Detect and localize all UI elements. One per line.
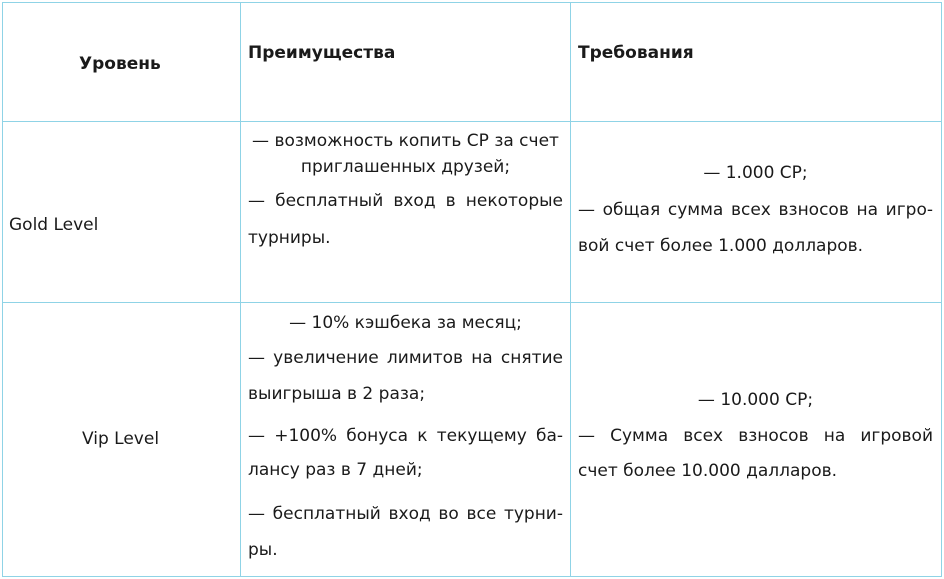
- benefit-line: турниры.: [248, 228, 331, 248]
- requirement-line: вой счет более 1.000 долларов.: [578, 236, 864, 256]
- row-vip-level: Vip Level: [82, 429, 160, 449]
- requirement-line: — Сумма всех взносов на игровой: [578, 426, 933, 446]
- benefit-line: ры.: [248, 540, 278, 560]
- border-left: [2, 2, 3, 577]
- requirement-line: — общая сумма всех взносов на игро-: [578, 200, 933, 220]
- benefit-line: приглашенных друзей;: [300, 157, 511, 177]
- border-col-1: [240, 2, 241, 577]
- benefit-line: — возможность копить CP за счет: [252, 131, 559, 151]
- benefit-line: — 10% кэшбека за месяц;: [289, 313, 522, 333]
- requirement-line: счет более 10.000 далларов.: [578, 461, 838, 481]
- benefit-line: — увеличение лимитов на снятие: [248, 348, 563, 368]
- benefit-line: — +100% бонуса к текущему ба-: [248, 426, 563, 446]
- row-gold-level: Gold Level: [9, 215, 99, 235]
- benefit-line: — бесплатный вход во все турни-: [248, 504, 563, 524]
- benefit-line: — бесплатный вход в некоторые: [248, 191, 563, 211]
- border-right: [941, 2, 942, 577]
- benefit-line: выигрыша в 2 раза;: [248, 384, 426, 404]
- requirement-line: — 10.000 CP;: [697, 390, 814, 410]
- border-row-1: [2, 121, 942, 122]
- header-benefits: Преимущества: [248, 43, 396, 63]
- header-requirements: Требования: [578, 43, 694, 63]
- border-top: [2, 2, 942, 3]
- border-bottom: [2, 576, 942, 577]
- requirement-line: — 1.000 CP;: [703, 163, 808, 183]
- border-col-2: [570, 2, 571, 577]
- header-level: Уровень: [79, 54, 161, 74]
- benefit-line: лансу раз в 7 дней;: [248, 460, 423, 480]
- border-row-2: [2, 302, 942, 303]
